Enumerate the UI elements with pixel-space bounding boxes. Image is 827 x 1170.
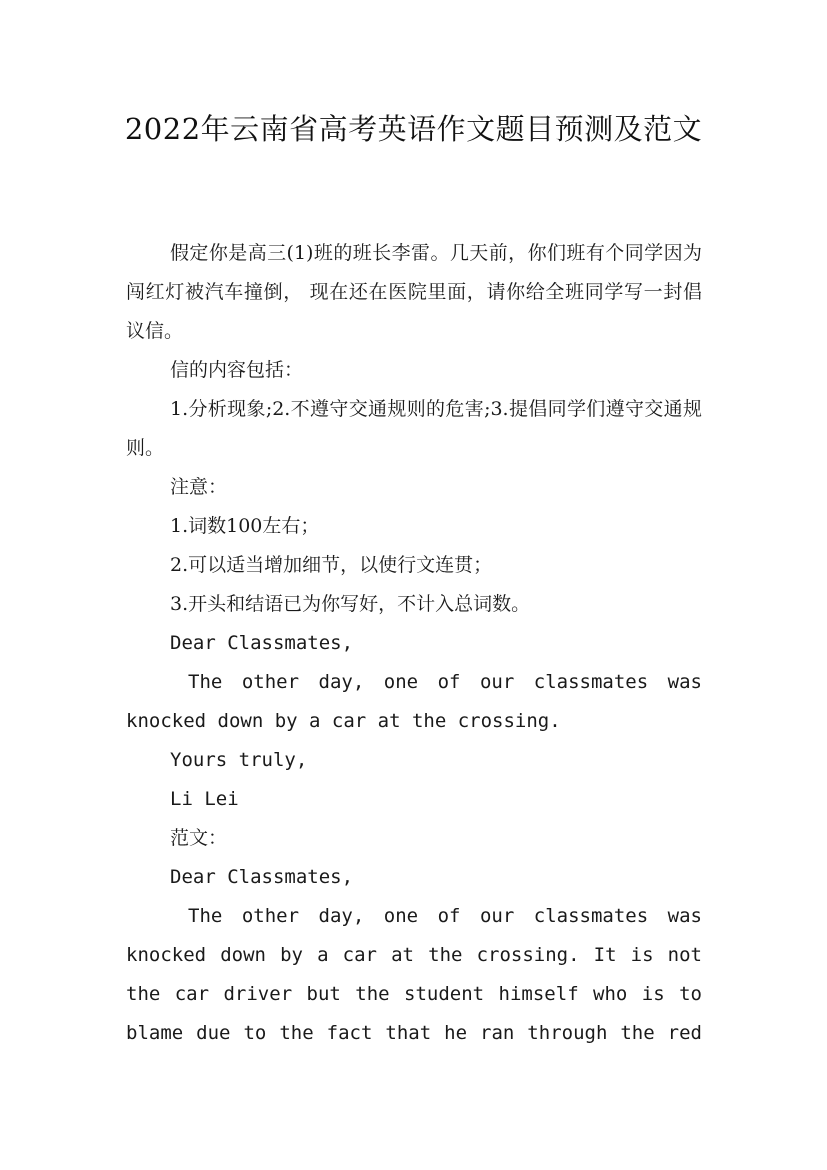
template-closing: Yours truly,	[170, 749, 308, 771]
sample-salutation: Dear Classmates,	[170, 866, 354, 888]
note-item: 1.词数100左右；	[170, 515, 320, 537]
notes-heading: 注意：	[170, 476, 228, 498]
sample-body: The other day, one of our classmates was knocked down by a car at the crossing. It is not the car driver but the student himself who is to blame due to the fact that he ran through the red	[126, 905, 702, 1044]
content-heading: 信的内容包括：	[170, 359, 304, 381]
prompt-intro: 假定你是高三(1)班的班长李雷。几天前，你们班有个同学因为闯红灯被汽车撞倒， 现在还在医院里面，请你给全班同学写一封倡议信。	[126, 242, 702, 342]
note-item: 2.可以适当增加细节，以使行文连贯；	[170, 554, 493, 576]
document-title: 2022年云南省高考英语作文题目预测及范文	[124, 112, 703, 146]
sample-heading: 范文：	[170, 827, 228, 849]
note-item: 3.开头和结语已为你写好，不计入总词数。	[170, 593, 531, 615]
template-signature: Li Lei	[170, 788, 239, 810]
content-points: 1.分析现象;2.不遵守交通规则的危害;3.提倡同学们遵守交通规则。	[126, 398, 702, 459]
template-salutation: Dear Classmates,	[170, 632, 354, 654]
document-body	[126, 234, 702, 1053]
template-opening: The other day, one of our classmates was knocked down by a car at the crossing.	[126, 671, 702, 732]
